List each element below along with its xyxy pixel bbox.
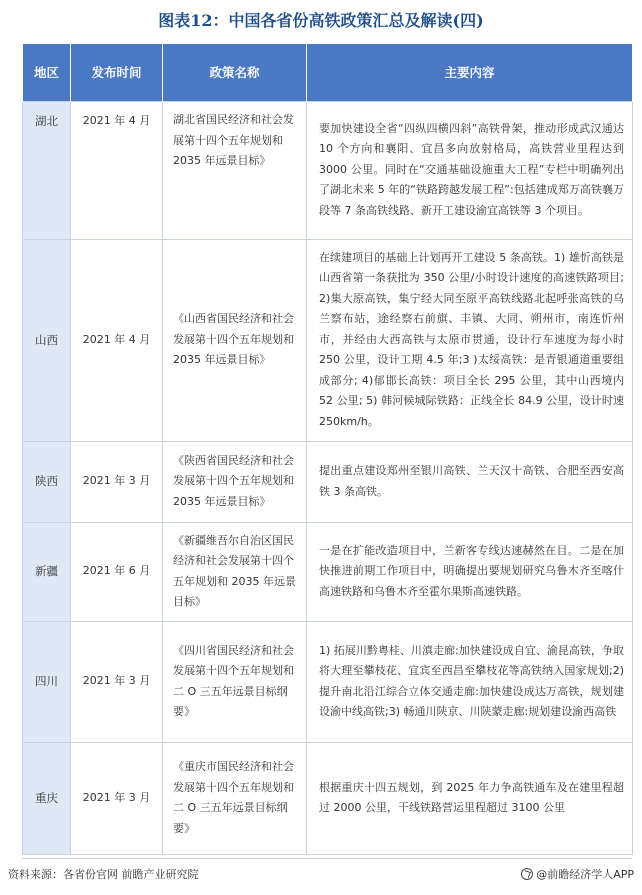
cell-region: 四川 [23,621,71,742]
brand-credit-text: @前瞻经济学人APP [536,868,634,881]
cell-region: 新疆 [23,522,71,621]
cell-policy: 《陕西省国民经济和社会发展第十四个五年规划和 2035 年远景目标》 [163,441,307,522]
cell-content: 1) 拓展川黔粤桂、川滇走廊:加快建设成自宜、渝昆高铁，争取将大理至攀枝花、宜宾至西昌至攀枝花等高铁纳入国家规划;2) 提升南北沿江综合立体交通走廊:加快建设成达万高铁，规划建设渝中线高铁;3) 畅通川陕京、川陕蒙走廊:规划建设渝西高铁 [307,621,633,742]
source-note: 资料来源：各省份官网 前瞻产业研究院 [8,868,199,881]
header-policy: 政策名称 [163,44,307,101]
brand-credit [521,866,634,882]
header-content: 主要内容 [307,44,633,101]
cell-region: 湖北 [23,101,71,239]
cell-date: 2021 年 6 月 [71,522,163,621]
cell-region: 陕西 [23,441,71,522]
cell-date: 2021 年 4 月 [71,101,163,239]
cell-date: 2021 年 3 月 [71,621,163,742]
header-date: 发布时间 [71,44,163,101]
cell-content: 提出重点建设郑州至银川高铁、兰天汉十高铁、合肥至西安高铁 3 条高铁。 [307,441,633,522]
cell-content: 在续建项目的基础上计划再开工建设 5 条高铁。1) 雄忻高铁是山西省第一条获批为 350 公里/小时设计速度的高速铁路项目; 2)集大原高铁，集宁经大同至原平高铁线路北起呼张高铁的乌兰察布站，途经察右前旗、丰镇、大同、朔州市，南连忻州市，并经由大西高铁与太原市贯通，设计行车速度为每小时 250 公里，设计工期 4.5 年;3 )太绥高铁：是青银通道重要组成部分; 4)郁邯长高铁：项目全长 295 公里，其中山西境内 52 公里; 5) 韩河候城际铁路：正线全长 84.9 公里，设计时速 250km/h。 [307,239,633,441]
cell-policy: 《新疆维吾尔自治区国民经济和社会发展第十四个五年规划和 2035 年远景目标》 [163,522,307,621]
header-region: 地区 [23,44,71,101]
cell-date: 2021 年 3 月 [71,742,163,854]
cell-content: 根据重庆十四五规划，到 2025 年力争高铁通车及在建里程超过 2000 公里，干线铁路营运里程超过 3100 公里 [307,742,633,854]
cell-content: 一是在扩能改造项目中，兰新客专线达速赫然在目。二是在加快推进前期工作项目中，明确提出要规划研究乌鲁木齐至喀什高速铁路和乌鲁木齐至霍尔果斯高速铁路。 [307,522,633,621]
cell-date: 2021 年 4 月 [71,239,163,441]
table-row [23,621,633,742]
cell-policy: 《四川省国民经济和社会发展第十四个五年规划和二 O 三五年远景目标纲要》 [163,621,307,742]
footer-divider [22,858,632,859]
cell-policy [163,101,307,239]
table-row [23,742,633,854]
page-title: 图表12：中国各省份高铁政策汇总及解读(四) [158,11,484,30]
table-row [23,441,633,522]
table-row [23,239,633,441]
cell-policy: 《山西省国民经济和社会发展第十四个五年规划和 2035 年远景目标》 [163,239,307,441]
cell-content: 要加快建设全省“四纵四横四斜”高铁骨架，推动形成武汉通达 10 个方向和襄阳、宜昌多向放射格局，高铁营业里程达到 3000 公里。同时在“交通基础设施重大工程”专栏中明确列出了湖北未来 5 年的“铁路跨越发展工程”:包括建成郑万高铁襄万段等 7 条高铁线路、新开工建设渝宜高铁等 3 个项目。 [307,101,633,239]
qianzhan-logo-icon [521,868,533,880]
cell-date: 2021 年 3 月 [71,441,163,522]
cell-region: 重庆 [23,742,71,854]
policy-table [22,44,633,855]
table-row [23,522,633,621]
cell-region: 山西 [23,239,71,441]
cell-policy-text: 湖北省国民经济和社会发展第十四个五年规划和 2035 年远景目标》 [173,113,294,168]
policy-table-container [22,44,632,855]
cell-policy: 《重庆市国民经济和社会发展第十四个五年规划和二 O 三五年远景目标纲要》 [163,742,307,854]
table-header-row [23,44,633,101]
table-row [23,101,633,239]
